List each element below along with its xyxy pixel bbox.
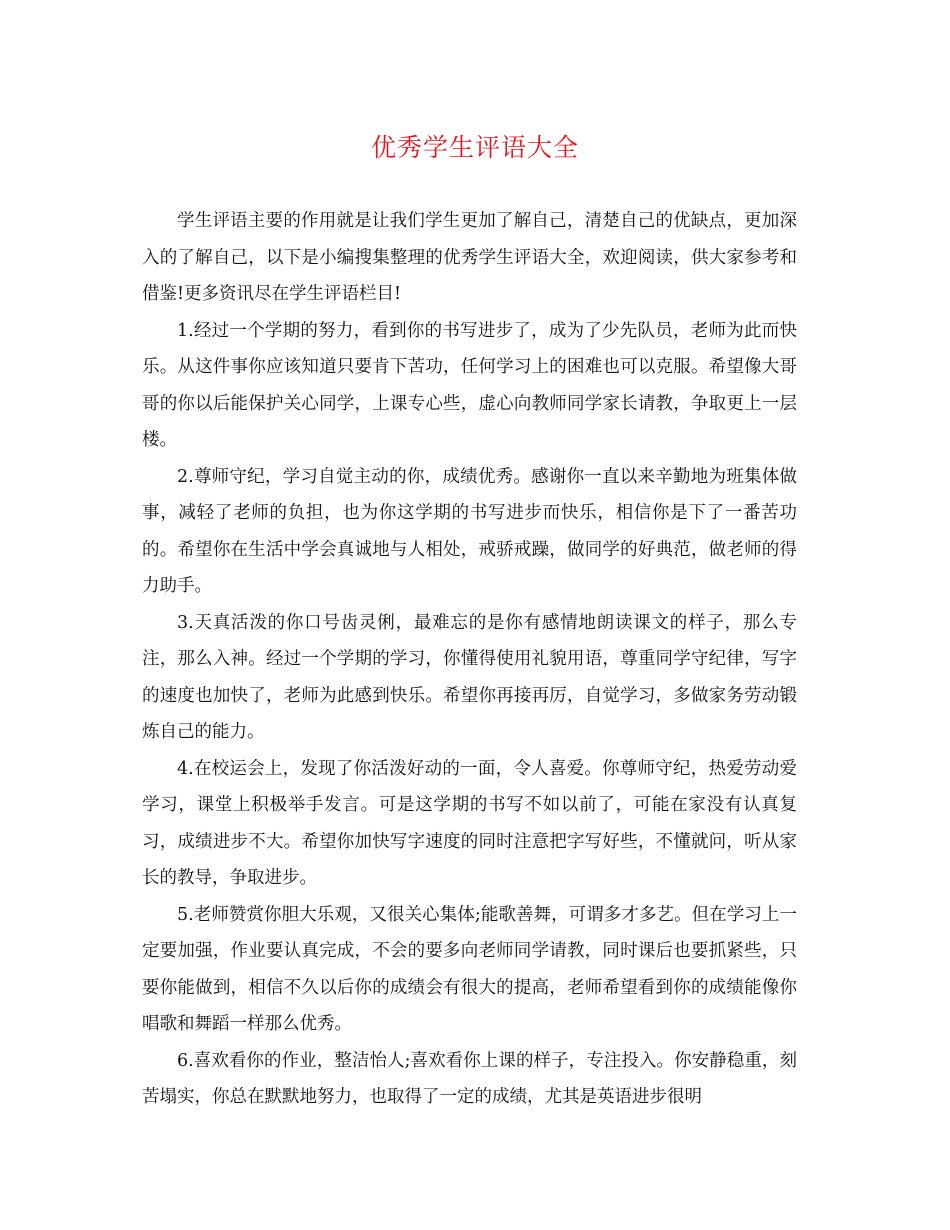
document-title: 优秀学生评语大全 — [370, 133, 579, 162]
comment-paragraph-3: 3.天真活泼的你口号齿灵俐，最难忘的是你有感情地朗读课文的样子，那么专注，那么入神。经过一个学期的学习，你懂得使用礼貌用语，尊重同学守纪律，写字的速度也加快了，老师为此感到快乐。希望你再接再厉，自觉学习，多做家务劳动锻炼自己的能力。 — [142, 612, 797, 742]
comment-paragraph-4: 4.在校运会上，发现了你活泼好动的一面，令人喜爱。你尊师守纪，热爱劳动爱学习，课堂上积极举手发言。可是这学期的书写不如以前了，可能在家没有认真复习，成绩进步不大。希望你加快写字速度的同时注意把字写好些，不懂就问，听从家长的教导，争取进步。 — [142, 758, 797, 888]
document-body — [142, 203, 797, 1116]
comment-paragraph-1: 1.经过一个学期的努力，看到你的书写进步了，成为了少先队员，老师为此而快乐。从这件事你应该知道只要肯下苦功，任何学习上的困难也可以克服。希望像大哥哥的你以后能保护关心同学，上课专心些，虚心向教师同学家长请教，争取更上一层楼。 — [142, 320, 797, 450]
intro-paragraph: 学生评语主要的作用就是让我们学生更加了解自己，清楚自己的优缺点，更加深入的了解自己，以下是小编搜集整理的优秀学生评语大全，欢迎阅读，供大家参考和借鉴!更多资讯尽在学生评语栏目! — [142, 211, 797, 304]
comment-paragraph-5: 5.老师赞赏你胆大乐观，又很关心集体;能歌善舞，可谓多才多艺。但在学习上一定要加强，作业要认真完成，不会的要多向老师同学请教，同时课后也要抓紧些，只要你能做到，相信不久以后你的成绩会有很大的提高，老师希望看到你的成绩能像你唱歌和舞蹈一样那么优秀。 — [142, 904, 797, 1034]
comment-paragraph-2: 2.尊师守纪，学习自觉主动的你，成绩优秀。感谢你一直以来辛勤地为班集体做事，减轻了老师的负担，也为你这学期的书写进步而快乐，相信你是下了一番苦功的。希望你在生活中学会真诚地与人相处，戒骄戒躁，做同学的好典范，做老师的得力助手。 — [142, 466, 797, 596]
comment-paragraph-6: 6.喜欢看你的作业，整洁怡人;喜欢看你上课的样子，专注投入。你安静稳重，刻苦塌实，你总在默默地努力，也取得了一定的成绩，尤其是英语进步很明 — [142, 1050, 797, 1107]
